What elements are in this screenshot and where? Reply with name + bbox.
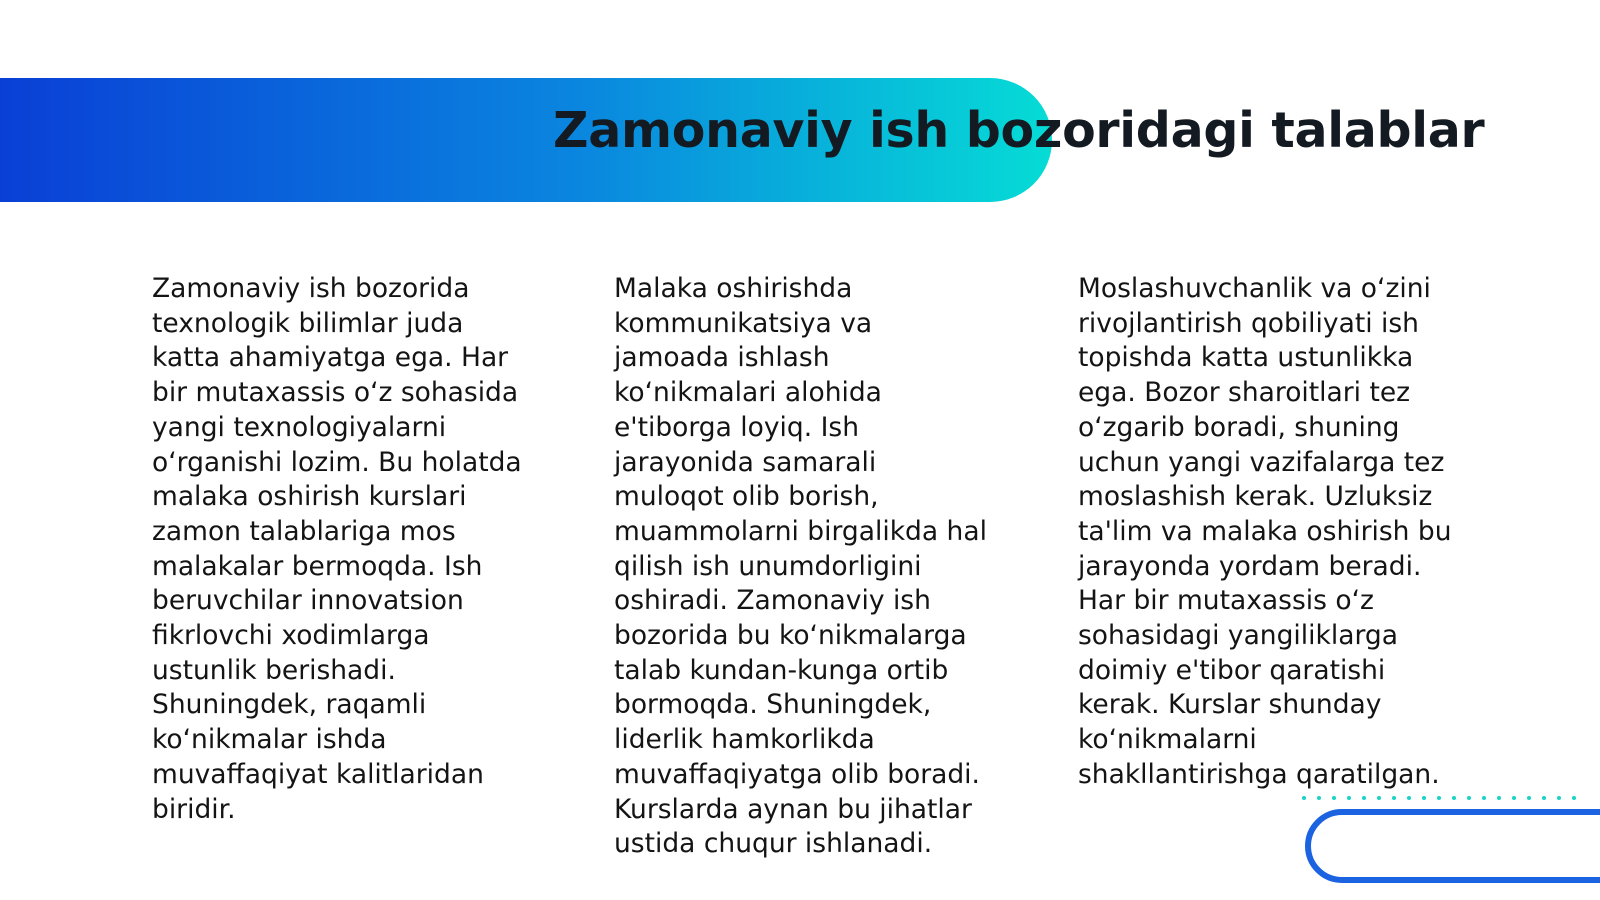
text-column-3: Moslashuvchanlik va o‘zini rivojlantirish qobiliyati ish topishda katta ustunlikka ega. Bozor sharoitlari tez o‘zgarib boradi, shuning uchun yangi vazifalarga tez moslashish kerak. Uzluksiz ta'lim va malaka oshirish bu jarayonda yordam beradi. Har bir mutaxassis o‘z sohasidagi yangiliklarga doimiy e'tibor qaratishi kerak. Kurslar shunday ko‘nikmalarni shakllantirishga qaratilgan. <box>1078 273 1452 790</box>
text-column-1: Zamonaviy ish bozorida texnologik bilimlar juda katta ahamiyatga ega. Har bir mutaxassis o‘z sohasida yangi texnologiyalarni o‘rganishi lozim. Bu holatda malaka oshirish kurslari zamon talablariga mos malakalar bermoqda. Ish beruvchilar innovatsion fikrlovchi xodimlarga ustunlik berishadi. Shuningdek, raqamli ko‘nikmalar ishda muvaffaqiyat kalitlaridan biridir. <box>152 273 522 825</box>
corner-decoration <box>1300 790 1600 900</box>
dotted-line-decoration <box>1302 796 1576 800</box>
rounded-outline-decoration <box>1308 812 1600 880</box>
slide-title: Zamonaviy ish bozoridagi talablar <box>553 102 1485 159</box>
text-column-2: Malaka oshirishda kommunikatsiya va jamoada ishlash ko‘nikmalari alohida e'tiborga loyiq. Ish jarayonida samarali muloqot olib borish, muammolarni birgalikda hal qilish ish unumdorligini oshiradi. Zamonaviy ish bozorida bu ko‘nikmalarga talab kundan-kunga ortib bormoqda. Shuningdek, liderlik hamkorlikda muvaffaqiyatga olib boradi. Kurslarda aynan bu jihatlar ustida chuqur ishlanadi. <box>614 273 987 860</box>
